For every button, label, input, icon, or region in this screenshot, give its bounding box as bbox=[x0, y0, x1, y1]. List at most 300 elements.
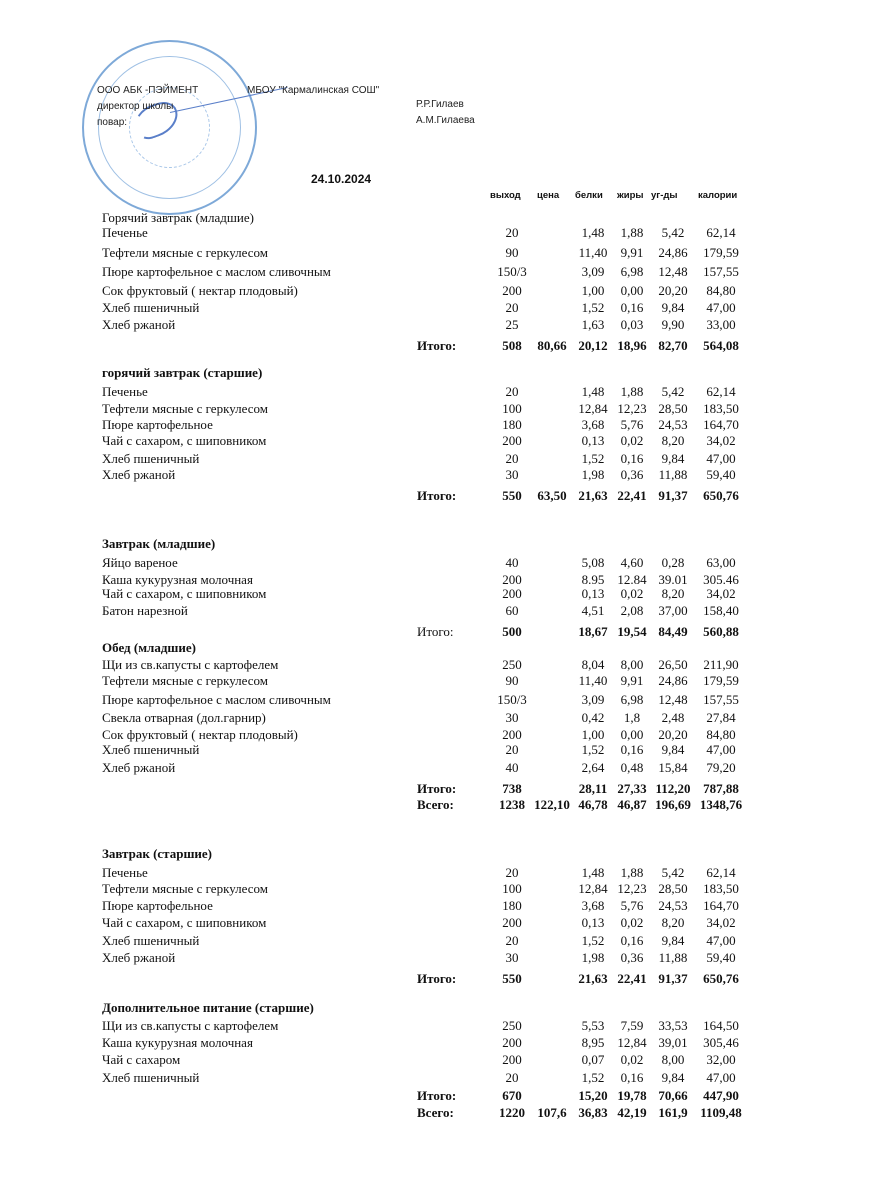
cell-belki: 12,84 bbox=[578, 401, 608, 416]
cell-zhiry: 18,96 bbox=[617, 338, 647, 353]
total-label: Итого: bbox=[417, 488, 457, 503]
cell-belki: 11,40 bbox=[578, 245, 608, 260]
cell-zhiry: 0,00 bbox=[620, 727, 644, 742]
cell-ugdy: 91,37 bbox=[658, 971, 688, 986]
cell-zhiry: 6,98 bbox=[620, 692, 644, 707]
table-row bbox=[0, 742, 873, 758]
menu-date: 24.10.2024 bbox=[311, 172, 372, 186]
section-heading: Завтрак (младшие) bbox=[102, 536, 216, 551]
cell-belki: 1,63 bbox=[581, 317, 605, 332]
cell-zhiry: 0,02 bbox=[620, 915, 644, 930]
dish-name: Сок фруктовый ( нектар плодовый) bbox=[102, 727, 298, 742]
cell-belki: 1,52 bbox=[581, 300, 605, 315]
cell-kalorii: 183,50 bbox=[703, 401, 739, 416]
cell-zhiry: 42,19 bbox=[617, 1105, 647, 1120]
cell-vyhod: 550 bbox=[502, 488, 522, 503]
cell-ugdy: 15,84 bbox=[658, 760, 688, 775]
cell-vyhod: 150/3 bbox=[497, 264, 527, 279]
director-label: директор школы bbox=[97, 101, 174, 112]
cell-zhiry: 27,33 bbox=[617, 781, 647, 796]
cell-zhiry: 19,78 bbox=[617, 1088, 647, 1103]
cell-kalorii: 787,88 bbox=[703, 781, 739, 796]
dish-name: Чай с сахаром bbox=[102, 1052, 181, 1067]
cell-zhiry: 0,16 bbox=[620, 300, 644, 315]
cell-vyhod: 30 bbox=[505, 467, 519, 482]
cell-vyhod: 25 bbox=[505, 317, 519, 332]
cell-vyhod: 200 bbox=[502, 586, 522, 601]
section-title bbox=[0, 846, 873, 862]
cell-kalorii: 47,00 bbox=[706, 300, 736, 315]
table-row bbox=[0, 467, 873, 483]
cell-belki: 2,64 bbox=[581, 760, 605, 775]
cell-zhiry: 46,87 bbox=[617, 797, 647, 812]
cell-kalorii: 33,00 bbox=[706, 317, 736, 332]
dish-name: Пюре картофельное с маслом сливочным bbox=[102, 264, 331, 279]
cell-belki: 3,09 bbox=[581, 264, 605, 279]
cell-zhiry: 12,23 bbox=[617, 401, 647, 416]
cell-kalorii: 650,76 bbox=[703, 488, 739, 503]
cell-kalorii: 164,50 bbox=[703, 1018, 739, 1033]
cell-ugdy: 24,53 bbox=[658, 417, 688, 432]
cell-ugdy: 20,20 bbox=[658, 727, 688, 742]
cell-zhiry: 22,41 bbox=[617, 971, 647, 986]
cell-cena: 63,50 bbox=[537, 488, 567, 503]
dish-name: Хлеб пшеничный bbox=[102, 300, 200, 315]
section-title bbox=[0, 640, 873, 656]
cell-vyhod: 200 bbox=[502, 727, 522, 742]
cell-belki: 12,84 bbox=[578, 881, 608, 896]
dish-name: Хлеб пшеничный bbox=[102, 1070, 200, 1085]
dish-name: Хлеб ржаной bbox=[102, 467, 176, 482]
cell-vyhod: 20 bbox=[505, 1070, 519, 1085]
cell-kalorii: 157,55 bbox=[703, 692, 739, 707]
cell-kalorii: 62,14 bbox=[706, 225, 736, 240]
dish-name: Тефтели мясные с геркулесом bbox=[102, 673, 268, 688]
table-row bbox=[0, 417, 873, 433]
cell-vyhod: 20 bbox=[505, 451, 519, 466]
dish-name: Хлеб пшеничный bbox=[102, 451, 200, 466]
table-row bbox=[0, 1052, 873, 1068]
table-row bbox=[0, 283, 873, 299]
cell-vyhod: 180 bbox=[502, 898, 522, 913]
cell-belki: 1,98 bbox=[581, 467, 605, 482]
cell-kalorii: 164,70 bbox=[703, 898, 739, 913]
cell-vyhod: 30 bbox=[505, 950, 519, 965]
cell-zhiry: 0,16 bbox=[620, 742, 644, 757]
dish-name: Тефтели мясные с геркулесом bbox=[102, 245, 268, 260]
cell-zhiry: 0,16 bbox=[620, 1070, 644, 1085]
cell-vyhod: 20 bbox=[505, 933, 519, 948]
cell-zhiry: 0,36 bbox=[620, 467, 644, 482]
cell-kalorii: 59,40 bbox=[706, 467, 736, 482]
dish-name: Щи из св.капусты с картофелем bbox=[102, 657, 279, 672]
table-row bbox=[0, 225, 873, 241]
cell-vyhod: 200 bbox=[502, 572, 522, 587]
cell-belki: 0,13 bbox=[581, 433, 605, 448]
cell-kalorii: 1348,76 bbox=[699, 797, 743, 812]
cell-ugdy: 9,84 bbox=[661, 742, 685, 757]
cell-vyhod: 20 bbox=[505, 300, 519, 315]
cell-belki: 18,67 bbox=[578, 624, 608, 639]
total-row bbox=[0, 781, 873, 797]
cell-kalorii: 47,00 bbox=[706, 933, 736, 948]
cell-kalorii: 179,59 bbox=[703, 245, 739, 260]
cell-vyhod: 200 bbox=[502, 283, 522, 298]
cell-belki: 11,40 bbox=[578, 673, 608, 688]
cell-zhiry: 12,23 bbox=[617, 881, 647, 896]
cell-zhiry: 0,02 bbox=[620, 586, 644, 601]
cell-vyhod: 90 bbox=[505, 245, 519, 260]
cell-vyhod: 20 bbox=[505, 384, 519, 399]
cell-zhiry: 6,98 bbox=[620, 264, 644, 279]
total-label: Итого: bbox=[417, 1088, 457, 1103]
cell-belki: 1,52 bbox=[581, 1070, 605, 1085]
cell-ugdy: 9,84 bbox=[661, 300, 685, 315]
cell-ugdy: 11,88 bbox=[658, 950, 688, 965]
dish-name: Хлеб ржаной bbox=[102, 760, 176, 775]
cell-ugdy: 28,50 bbox=[658, 881, 688, 896]
cell-kalorii: 305,46 bbox=[703, 1035, 739, 1050]
table-row bbox=[0, 264, 873, 280]
cell-vyhod: 60 bbox=[505, 603, 519, 618]
cell-zhiry: 0,00 bbox=[620, 283, 644, 298]
section-title bbox=[0, 536, 873, 552]
cell-ugdy: 24,86 bbox=[658, 245, 688, 260]
cook-label: повар: bbox=[97, 117, 128, 128]
section-heading: Обед (младшие) bbox=[102, 640, 196, 655]
total-label: Всего: bbox=[417, 797, 454, 812]
cell-ugdy: 8,20 bbox=[661, 915, 685, 930]
cell-ugdy: 82,70 bbox=[658, 338, 688, 353]
cell-zhiry: 1,8 bbox=[623, 710, 641, 725]
cell-ugdy: 9,84 bbox=[661, 933, 685, 948]
total-row bbox=[0, 338, 873, 354]
cell-belki: 3,68 bbox=[581, 898, 605, 913]
section-heading: Дополнительное питание (старшие) bbox=[102, 1000, 314, 1015]
cell-ugdy: 12,48 bbox=[658, 692, 688, 707]
cell-vyhod: 508 bbox=[502, 338, 522, 353]
total-label: Итого: bbox=[417, 971, 457, 986]
dish-name: Яйцо вареное bbox=[102, 555, 178, 570]
cell-vyhod: 500 bbox=[502, 624, 522, 639]
cell-zhiry: 9,91 bbox=[620, 245, 644, 260]
cell-zhiry: 0,03 bbox=[620, 317, 644, 332]
section-title bbox=[0, 210, 873, 226]
cell-ugdy: 5,42 bbox=[661, 384, 685, 399]
cell-zhiry: 1,88 bbox=[620, 225, 644, 240]
cell-kalorii: 564,08 bbox=[703, 338, 739, 353]
dish-name: Хлеб ржаной bbox=[102, 317, 176, 332]
total-label: Всего: bbox=[417, 1105, 454, 1120]
cell-vyhod: 40 bbox=[505, 555, 519, 570]
table-row bbox=[0, 603, 873, 619]
cell-belki: 1,48 bbox=[581, 225, 605, 240]
cell-ugdy: 28,50 bbox=[658, 401, 688, 416]
cell-ugdy: 91,37 bbox=[658, 488, 688, 503]
cell-belki: 1,00 bbox=[581, 283, 605, 298]
table-row bbox=[0, 915, 873, 931]
cell-zhiry: 0,02 bbox=[620, 433, 644, 448]
dish-name: Каша кукурузная молочная bbox=[102, 572, 253, 587]
cell-vyhod: 200 bbox=[502, 433, 522, 448]
col-vyhod: выход bbox=[490, 190, 521, 201]
cell-zhiry: 0,02 bbox=[620, 1052, 644, 1067]
cell-zhiry: 5,76 bbox=[620, 898, 644, 913]
cell-ugdy: 0,28 bbox=[661, 555, 685, 570]
cell-belki: 28,11 bbox=[578, 781, 608, 796]
table-row bbox=[0, 555, 873, 571]
cell-ugdy: 196,69 bbox=[655, 797, 691, 812]
dish-name: Тефтели мясные с геркулесом bbox=[102, 881, 268, 896]
dish-name: Хлеб пшеничный bbox=[102, 742, 200, 757]
cook-name: А.М.Гилаева bbox=[416, 115, 475, 126]
cell-kalorii: 560,88 bbox=[703, 624, 739, 639]
col-belki: белки bbox=[575, 190, 603, 201]
cell-vyhod: 550 bbox=[502, 971, 522, 986]
cell-vyhod: 30 bbox=[505, 710, 519, 725]
cell-vyhod: 738 bbox=[502, 781, 522, 796]
cell-belki: 0,42 bbox=[581, 710, 605, 725]
table-row bbox=[0, 384, 873, 400]
cell-belki: 21,63 bbox=[578, 488, 608, 503]
cell-belki: 1,52 bbox=[581, 451, 605, 466]
org-left: ООО АБК -ПЭЙМЕНТ bbox=[97, 85, 199, 96]
cell-belki: 1,00 bbox=[581, 727, 605, 742]
cell-belki: 1,52 bbox=[581, 742, 605, 757]
total-row bbox=[0, 1088, 873, 1104]
cell-belki: 8.95 bbox=[581, 572, 605, 587]
cell-zhiry: 12.84 bbox=[617, 572, 647, 587]
cell-kalorii: 84,80 bbox=[706, 727, 736, 742]
cell-vyhod: 200 bbox=[502, 915, 522, 930]
table-row bbox=[0, 673, 873, 689]
cell-cena: 80,66 bbox=[537, 338, 567, 353]
section-title bbox=[0, 1000, 873, 1016]
cell-kalorii: 32,00 bbox=[706, 1052, 736, 1067]
cell-kalorii: 62,14 bbox=[706, 384, 736, 399]
cell-zhiry: 4,60 bbox=[620, 555, 644, 570]
dish-name: Пюре картофельное bbox=[102, 898, 213, 913]
table-row bbox=[0, 865, 873, 881]
cell-zhiry: 5,76 bbox=[620, 417, 644, 432]
dish-name: Хлеб пшеничный bbox=[102, 933, 200, 948]
cell-belki: 15,20 bbox=[578, 1088, 608, 1103]
table-row bbox=[0, 950, 873, 966]
cell-vyhod: 200 bbox=[502, 1035, 522, 1050]
cell-ugdy: 20,20 bbox=[658, 283, 688, 298]
cell-vyhod: 1238 bbox=[499, 797, 525, 812]
cell-belki: 3,68 bbox=[581, 417, 605, 432]
cell-kalorii: 79,20 bbox=[706, 760, 736, 775]
cell-ugdy: 9,90 bbox=[661, 317, 685, 332]
cell-ugdy: 2,48 bbox=[661, 710, 685, 725]
cell-zhiry: 8,00 bbox=[620, 657, 644, 672]
cell-ugdy: 8,20 bbox=[661, 433, 685, 448]
dish-name: Каша кукурузная молочная bbox=[102, 1035, 253, 1050]
section-title bbox=[0, 365, 873, 381]
dish-name: Щи из св.капусты с картофелем bbox=[102, 1018, 279, 1033]
total-label: Итого: bbox=[417, 781, 457, 796]
dish-name: Сок фруктовый ( нектар плодовый) bbox=[102, 283, 298, 298]
dish-name: Свекла отварная (дол.гарнир) bbox=[102, 710, 266, 725]
table-row bbox=[0, 710, 873, 726]
cell-kalorii: 47,00 bbox=[706, 742, 736, 757]
cell-belki: 0,07 bbox=[581, 1052, 605, 1067]
cell-belki: 21,63 bbox=[578, 971, 608, 986]
cell-belki: 5,08 bbox=[581, 555, 605, 570]
cell-ugdy: 9,84 bbox=[661, 451, 685, 466]
cell-kalorii: 84,80 bbox=[706, 283, 736, 298]
cell-zhiry: 0,16 bbox=[620, 451, 644, 466]
cell-ugdy: 9,84 bbox=[661, 1070, 685, 1085]
cell-kalorii: 211,90 bbox=[703, 657, 739, 672]
dish-name: Печенье bbox=[102, 384, 148, 399]
dish-name: Пюре картофельное с маслом сливочным bbox=[102, 692, 331, 707]
dish-name: Хлеб ржаной bbox=[102, 950, 176, 965]
cell-ugdy: 112,20 bbox=[655, 781, 691, 796]
table-row bbox=[0, 451, 873, 467]
cell-belki: 5,53 bbox=[581, 1018, 605, 1033]
cell-vyhod: 100 bbox=[502, 881, 522, 896]
dish-name: Печенье bbox=[102, 865, 148, 880]
cell-belki: 0,13 bbox=[581, 915, 605, 930]
cell-zhiry: 7,59 bbox=[620, 1018, 644, 1033]
cell-kalorii: 47,00 bbox=[706, 451, 736, 466]
table-row bbox=[0, 1070, 873, 1086]
cell-kalorii: 59,40 bbox=[706, 950, 736, 965]
cell-kalorii: 34,02 bbox=[706, 915, 736, 930]
cell-belki: 3,09 bbox=[581, 692, 605, 707]
cell-vyhod: 40 bbox=[505, 760, 519, 775]
cell-vyhod: 670 bbox=[502, 1088, 522, 1103]
total-label: Итого: bbox=[417, 624, 454, 639]
cell-belki: 36,83 bbox=[578, 1105, 608, 1120]
cell-ugdy: 37,00 bbox=[658, 603, 688, 618]
table-row bbox=[0, 433, 873, 449]
cell-kalorii: 164,70 bbox=[703, 417, 739, 432]
cell-zhiry: 1,88 bbox=[620, 384, 644, 399]
cell-kalorii: 27,84 bbox=[706, 710, 736, 725]
cell-belki: 1,48 bbox=[581, 865, 605, 880]
cell-vyhod: 20 bbox=[505, 225, 519, 240]
col-kalorii: калории bbox=[698, 190, 738, 201]
table-row bbox=[0, 1018, 873, 1034]
cell-ugdy: 5,42 bbox=[661, 225, 685, 240]
cell-ugdy: 12,48 bbox=[658, 264, 688, 279]
cell-kalorii: 447,90 bbox=[703, 1088, 739, 1103]
cell-cena: 122,10 bbox=[534, 797, 570, 812]
cell-kalorii: 62,14 bbox=[706, 865, 736, 880]
cell-kalorii: 1109,48 bbox=[700, 1105, 742, 1120]
cell-zhiry: 0,48 bbox=[620, 760, 644, 775]
total-row bbox=[0, 971, 873, 987]
col-cena: цена bbox=[537, 190, 560, 201]
cell-belki: 8,04 bbox=[581, 657, 605, 672]
cell-ugdy: 26,50 bbox=[658, 657, 688, 672]
cell-vyhod: 90 bbox=[505, 673, 519, 688]
total-label: Итого: bbox=[417, 338, 457, 353]
cell-kalorii: 650,76 bbox=[703, 971, 739, 986]
cell-belki: 1,48 bbox=[581, 384, 605, 399]
cell-zhiry: 1,88 bbox=[620, 865, 644, 880]
cell-belki: 4,51 bbox=[581, 603, 605, 618]
cell-cena: 107,6 bbox=[537, 1105, 567, 1120]
table-row bbox=[0, 401, 873, 417]
cell-kalorii: 34,02 bbox=[706, 433, 736, 448]
cell-ugdy: 24,53 bbox=[658, 898, 688, 913]
cell-belki: 1,98 bbox=[581, 950, 605, 965]
total-row bbox=[0, 624, 873, 640]
table-row bbox=[0, 317, 873, 333]
cell-kalorii: 47,00 bbox=[706, 1070, 736, 1085]
grand-total-row bbox=[0, 797, 873, 813]
table-row bbox=[0, 1035, 873, 1051]
cell-vyhod: 180 bbox=[502, 417, 522, 432]
cell-ugdy: 33,53 bbox=[658, 1018, 688, 1033]
cell-ugdy: 39.01 bbox=[658, 572, 688, 587]
cell-kalorii: 63,00 bbox=[706, 555, 736, 570]
cell-ugdy: 8,20 bbox=[661, 586, 685, 601]
table-row bbox=[0, 898, 873, 914]
table-row bbox=[0, 727, 873, 743]
cell-kalorii: 183,50 bbox=[703, 881, 739, 896]
cell-zhiry: 0,16 bbox=[620, 933, 644, 948]
cell-zhiry: 2,08 bbox=[620, 603, 644, 618]
cell-vyhod: 20 bbox=[505, 742, 519, 757]
table-row bbox=[0, 300, 873, 316]
cell-belki: 20,12 bbox=[578, 338, 608, 353]
dish-name: Тефтели мясные с геркулесом bbox=[102, 401, 268, 416]
cell-vyhod: 250 bbox=[502, 657, 522, 672]
cell-ugdy: 161,9 bbox=[658, 1105, 688, 1120]
cell-vyhod: 150/3 bbox=[497, 692, 527, 707]
cell-ugdy: 70,66 bbox=[658, 1088, 688, 1103]
dish-name: Чай с сахаром, с шиповником bbox=[102, 433, 267, 448]
cell-vyhod: 250 bbox=[502, 1018, 522, 1033]
cell-kalorii: 305.46 bbox=[703, 572, 739, 587]
section-heading: горячий завтрак (старшие) bbox=[102, 365, 263, 380]
dish-name: Чай с сахаром, с шиповником bbox=[102, 915, 267, 930]
cell-kalorii: 158,40 bbox=[703, 603, 739, 618]
org-right: МБОУ "Кармалинская СОШ" bbox=[247, 85, 380, 96]
table-row bbox=[0, 245, 873, 261]
cell-belki: 46,78 bbox=[578, 797, 608, 812]
cell-belki: 8,95 bbox=[581, 1035, 605, 1050]
table-row bbox=[0, 760, 873, 776]
cell-zhiry: 9,91 bbox=[620, 673, 644, 688]
table-row bbox=[0, 586, 873, 602]
cell-belki: 1,52 bbox=[581, 933, 605, 948]
table-row bbox=[0, 657, 873, 673]
cell-ugdy: 84,49 bbox=[658, 624, 688, 639]
total-row bbox=[0, 488, 873, 504]
cell-ugdy: 11,88 bbox=[658, 467, 688, 482]
cell-vyhod: 1220 bbox=[499, 1105, 525, 1120]
cell-kalorii: 34,02 bbox=[706, 586, 736, 601]
cell-ugdy: 5,42 bbox=[661, 865, 685, 880]
cell-kalorii: 157,55 bbox=[703, 264, 739, 279]
dish-name: Батон нарезной bbox=[102, 603, 188, 618]
table-row bbox=[0, 692, 873, 708]
cell-zhiry: 0,36 bbox=[620, 950, 644, 965]
cell-ugdy: 24,86 bbox=[658, 673, 688, 688]
dish-name: Чай с сахаром, с шиповником bbox=[102, 586, 267, 601]
grand-total-row bbox=[0, 1105, 873, 1121]
cell-vyhod: 100 bbox=[502, 401, 522, 416]
director-name: Р.Р.Гилаев bbox=[416, 99, 464, 110]
cell-zhiry: 12,84 bbox=[617, 1035, 647, 1050]
cell-ugdy: 8,00 bbox=[661, 1052, 685, 1067]
